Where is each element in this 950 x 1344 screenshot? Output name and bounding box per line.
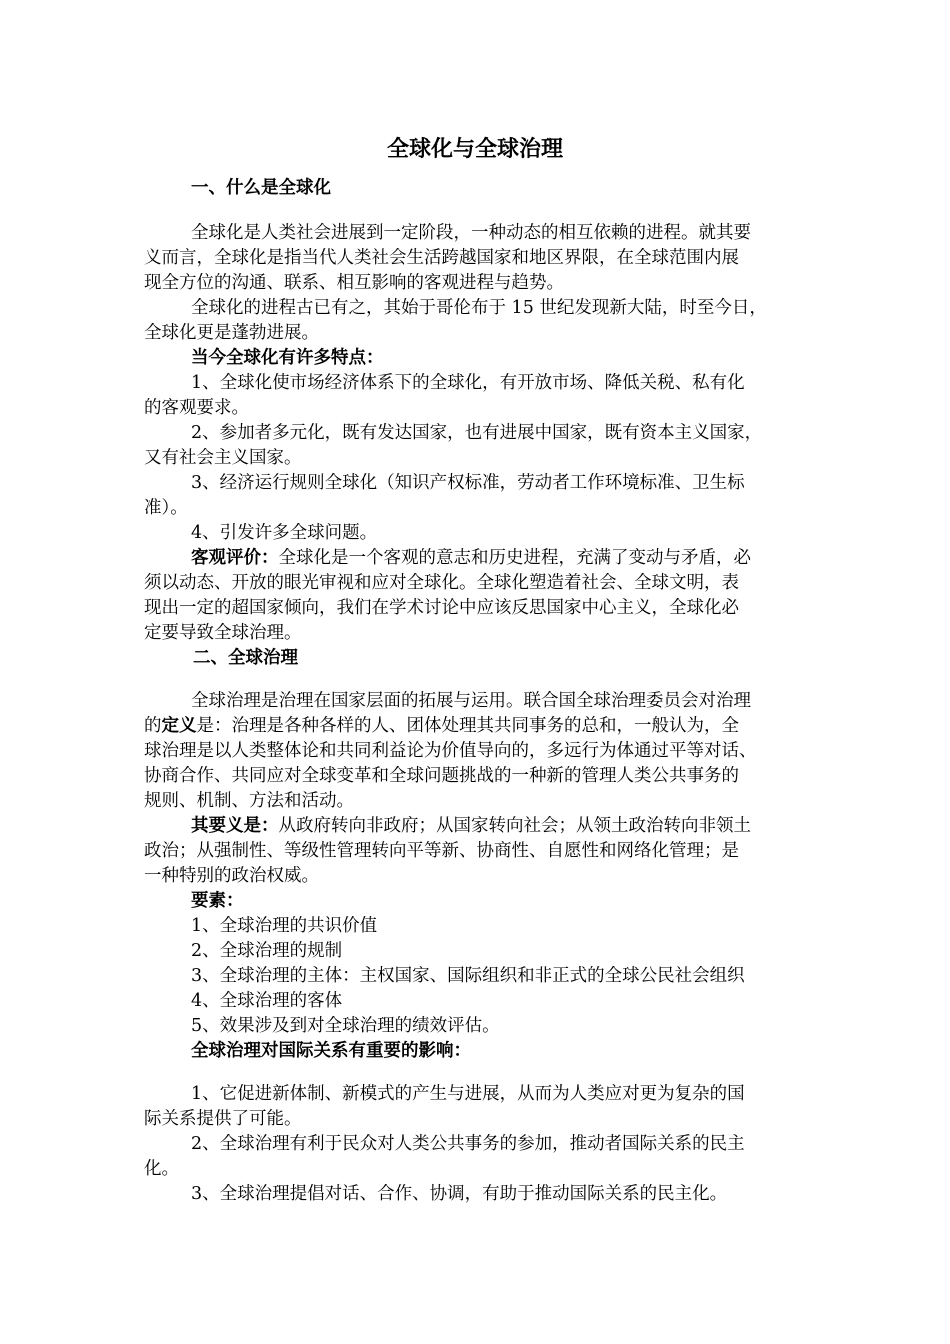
- evaluation-text: 全球化是一个客观的意志和历史进程，充满了变动与矛盾，必: [278, 548, 751, 568]
- meaning-label: 其要义是：: [191, 816, 279, 836]
- list-item: 2、参加者多元化，既有发达国家，也有进展中国家，既有资本主义国家，: [191, 423, 763, 443]
- paragraph-line: 全球化更是蓬勃进展。: [144, 323, 319, 343]
- list-item: 4、全球治理的客体: [191, 991, 343, 1011]
- list-item: 5、效果涉及到对全球治理的绩效评估。: [191, 1016, 500, 1036]
- list-item: 2、全球治理有利于民众对人类公共事务的参加，推动者国际关系的民主: [191, 1134, 745, 1154]
- list-item: 1、全球治理的共识价值: [191, 916, 378, 936]
- section-1-heading: 一、什么是全球化: [191, 178, 331, 198]
- paragraph-line: 义而言，全球化是指当代人类社会生活跨越国家和地区界限，在全球范围内展: [144, 248, 739, 268]
- paragraph-line: 全球化是人类社会进展到一定阶段，一种动态的相互依赖的进程。就其要: [191, 223, 751, 243]
- paragraph-line: 球治理是以人类整体论和共同利益论为价值导向的，多远行为体通过平等对话、: [144, 741, 757, 761]
- list-item: 1、它促进新体制、新模式的产生与进展，从而为人类应对更为复杂的国: [191, 1084, 745, 1104]
- paragraph-line: 一种特别的政治权威。: [144, 866, 319, 886]
- list-item: 3、全球治理提倡对话、合作、协调，有助于推动国际关系的民主化。: [191, 1184, 728, 1204]
- impact-heading: 全球治理对国际关系有重要的影响：: [191, 1041, 471, 1061]
- paragraph-line: 全球化的进程古已有之，其始于哥伦布于 15 世纪发现新大陆，时至今日，: [191, 298, 767, 318]
- list-item: 1、全球化使市场经济体系下的全球化，有开放市场、降低关税、私有化: [191, 373, 745, 393]
- paragraph-line: 须以动态、开放的眼光审视和应对全球化。全球化塑造着社会、全球文明，表: [144, 573, 739, 593]
- text-run: 是：治理是各种各样的人、团体处理其共同事务的总和，一般认为，全: [196, 716, 739, 736]
- paragraph-line: 现出一定的超国家倾向，我们在学术讨论中应该反思国家中心主义，全球化必: [144, 598, 739, 618]
- list-item-continued: 又有社会主义国家。: [144, 448, 302, 468]
- evaluation-line: [191, 546, 824, 570]
- list-item: 3、全球治理的主体：主权国家、国际组织和非正式的全球公民社会组织: [191, 966, 745, 986]
- list-item: 2、全球治理的规制: [191, 941, 343, 961]
- list-item-continued: 际关系提供了可能。: [144, 1109, 302, 1129]
- list-item-continued: 化。: [144, 1159, 179, 1179]
- section-2-heading: 二、全球治理: [193, 648, 298, 668]
- paragraph-line: 规则、机制、方法和活动。: [144, 791, 354, 811]
- list-item-continued: 准）。: [144, 498, 188, 518]
- definition-line: [144, 714, 824, 738]
- definition-label: 定义: [161, 716, 197, 736]
- text-run: 的: [144, 716, 162, 736]
- meaning-text: 从政府转向非政府；从国家转向社会；从领土政治转向非领土: [278, 816, 751, 836]
- paragraph-line: 政治；从强制性、等级性管理转向平等新、协商性、自愿性和网络化管理；是: [144, 841, 739, 861]
- meaning-line: [191, 814, 824, 838]
- features-heading: 当今全球化有许多特点：: [191, 348, 384, 368]
- elements-heading: 要素：: [191, 891, 244, 911]
- paragraph-line: 现全方位的沟通、联系、相互影响的客观进程与趋势。: [144, 273, 564, 293]
- paragraph-line: 协商合作、共同应对全球变革和全球问题挑战的一种新的管理人类公共事务的: [144, 766, 739, 786]
- list-item-continued: 的客观要求。: [144, 398, 249, 418]
- list-item: 4、引发许多全球问题。: [191, 523, 378, 543]
- paragraph-line: 定要导致全球治理。: [144, 623, 302, 643]
- list-item: 3、经济运行规则全球化（知识产权标准，劳动者工作环境标准、卫生标: [191, 473, 745, 493]
- evaluation-label: 客观评价：: [191, 548, 279, 568]
- paragraph-line: 全球治理是治理在国家层面的拓展与运用。联合国全球治理委员会对治理: [191, 691, 751, 711]
- document-title: 全球化与全球治理: [386, 136, 563, 162]
